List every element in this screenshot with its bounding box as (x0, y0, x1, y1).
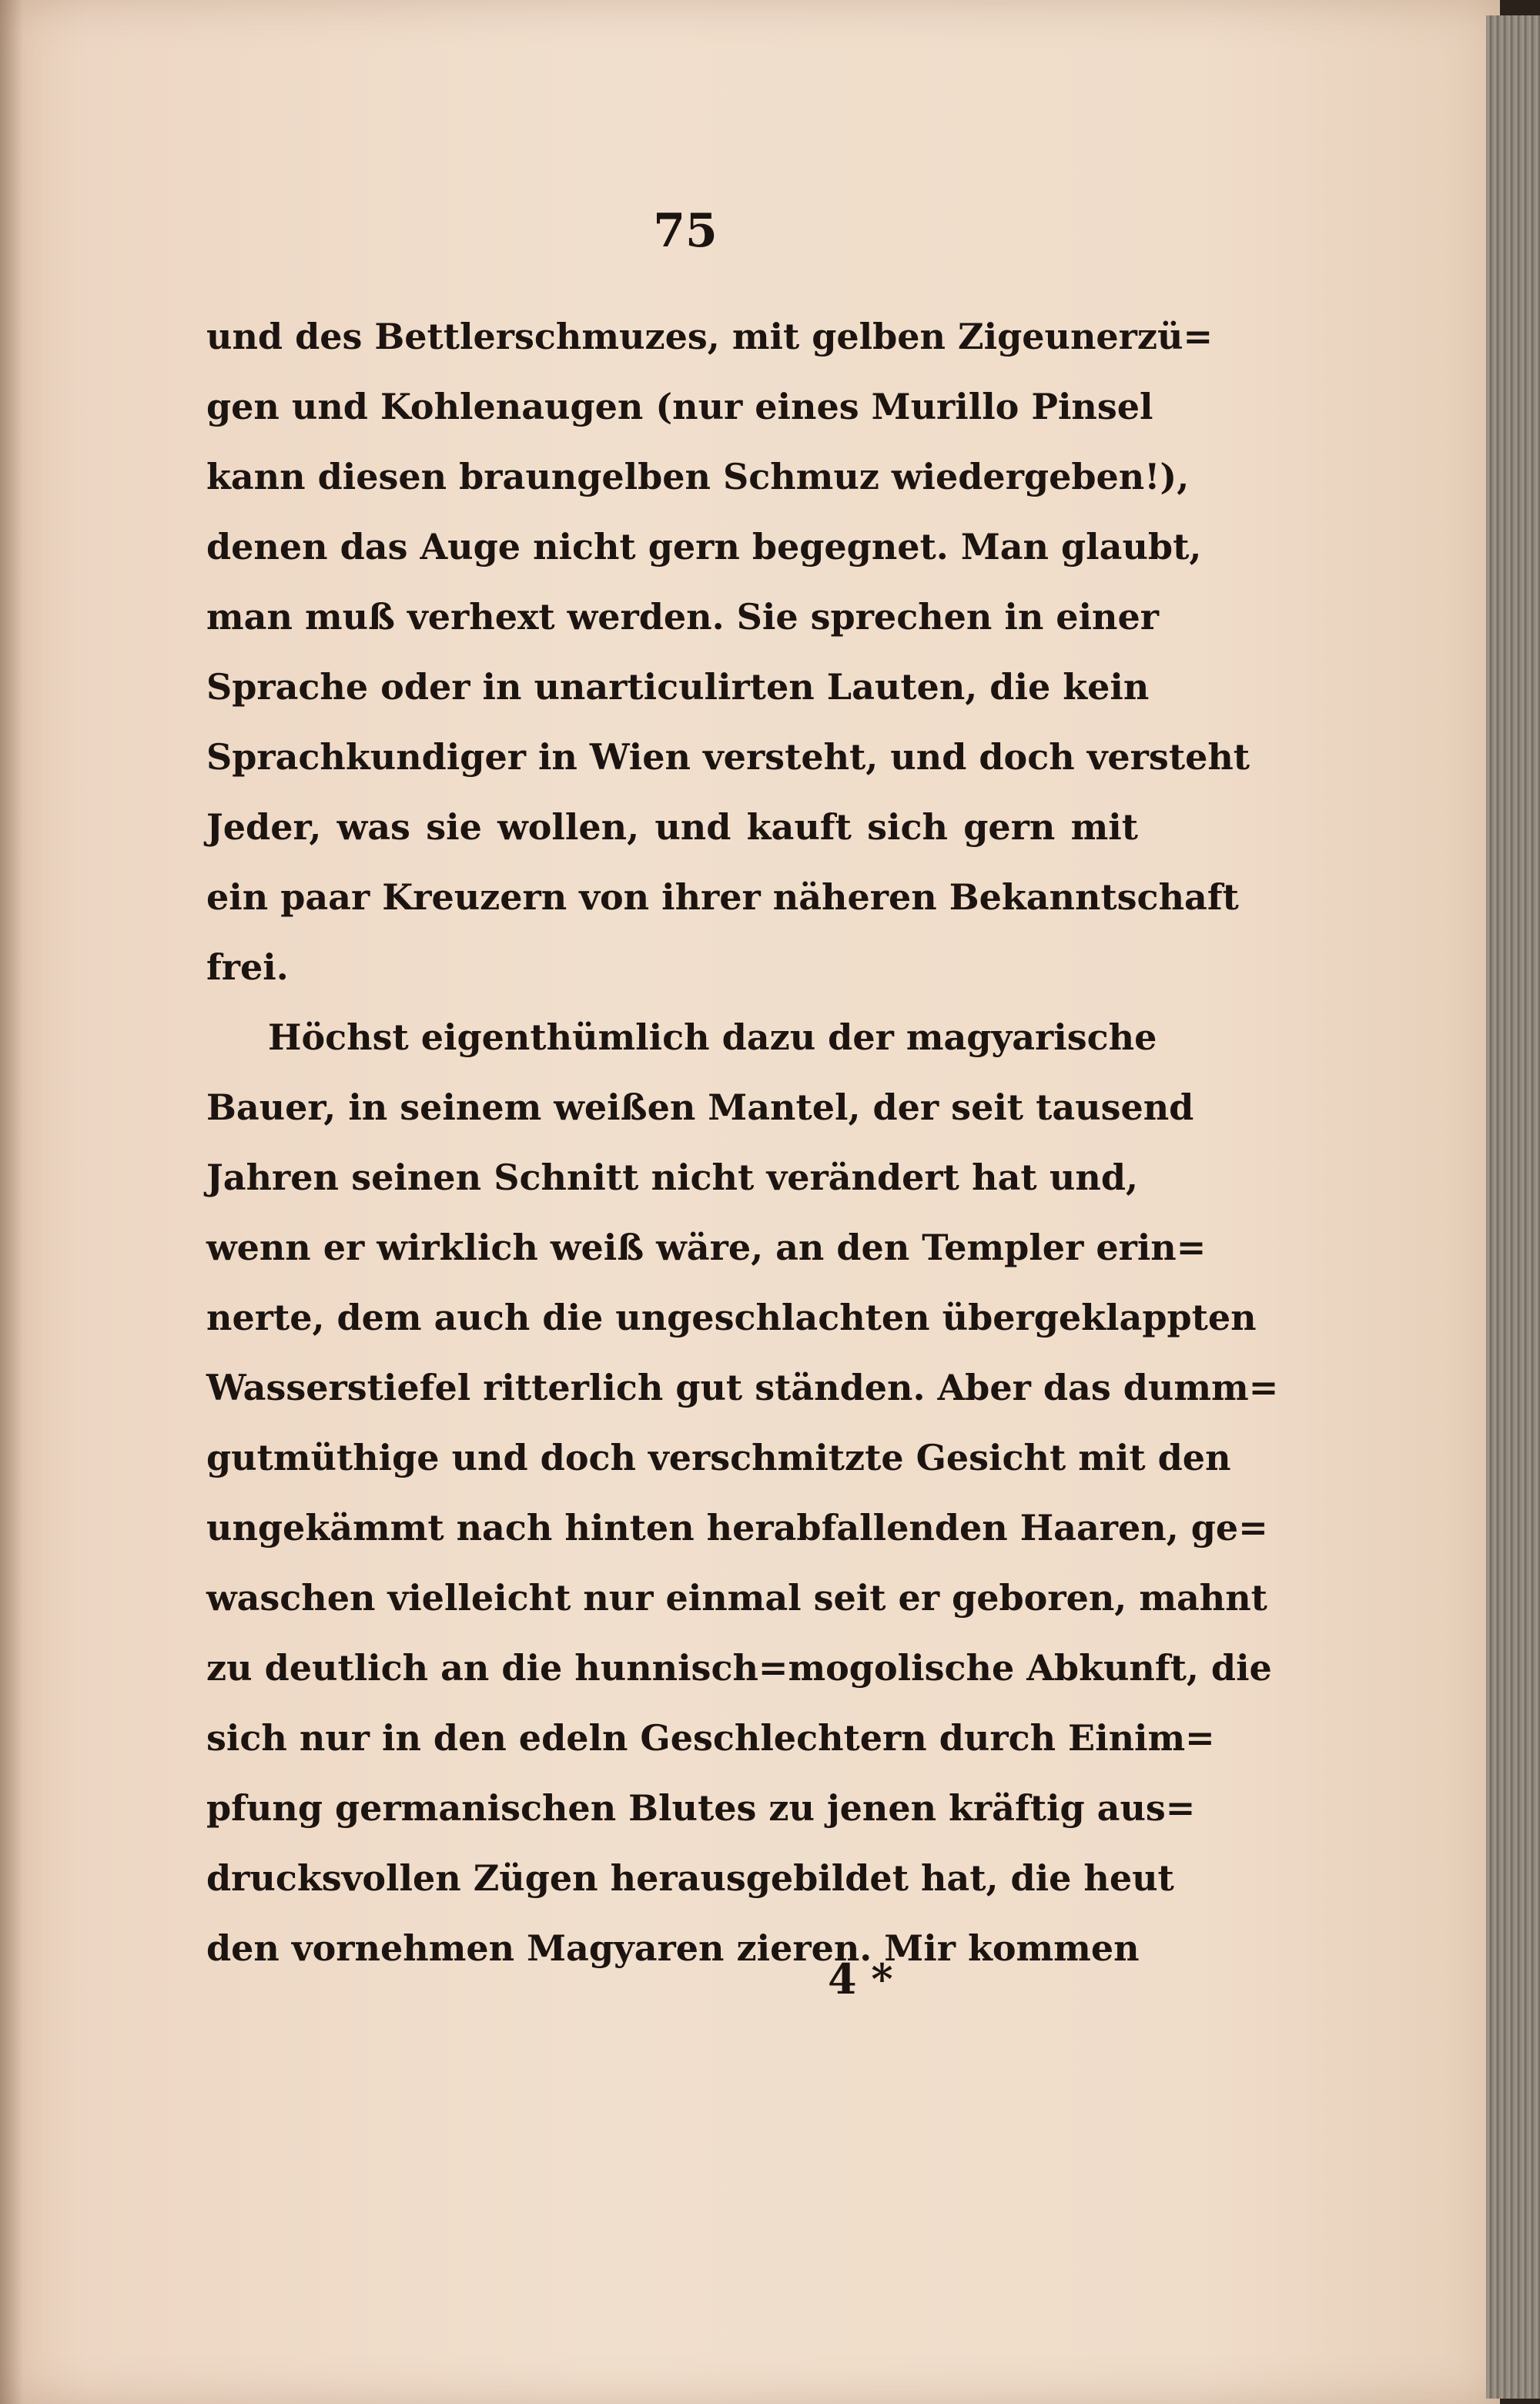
text-line: den vornehmen Magyaren zieren. Mir kommen (206, 1927, 1140, 1969)
text-line: Höchst eigenthümlich dazu der magyarische (268, 1016, 1157, 1058)
text-line: Jahren seinen Schnitt nicht verändert hat und, (206, 1157, 1138, 1198)
text-line: nerte, dem auch die ungeschlachten übergeklappten (206, 1297, 1257, 1338)
signature-mark: 4 * (828, 1954, 893, 2004)
text-line: gutmüthige und doch verschmitzte Gesicht mit den (206, 1437, 1231, 1478)
text-line: frei. (206, 946, 289, 988)
page-number: 75 (653, 204, 718, 258)
text-line: Bauer, in seinem weißen Mantel, der seit tausend (206, 1086, 1194, 1128)
text-line: pfung germanischen Blutes zu jenen kräftig aus= (206, 1787, 1196, 1829)
text-line: waschen vielleicht nur einmal seit er geboren, mahnt (206, 1577, 1267, 1619)
text-line: und des Bettlerschmuzes, mit gelben Zigeunerzü= (206, 316, 1214, 357)
text-line: ungekämmt nach hinten herabfallenden Haaren, ge= (206, 1507, 1268, 1549)
text-line: kann diesen braungelben Schmuz wiedergeben!), (206, 456, 1190, 497)
body-text (206, 302, 1279, 1984)
text-line: Sprachkundiger in Wien versteht, und doch versteht (206, 736, 1250, 778)
text-line: ein paar Kreuzern von ihrer näheren Bekanntschaft (206, 876, 1239, 918)
text-line: gen und Kohlenaugen (nur eines Murillo Pinsel (206, 386, 1153, 427)
text-line: drucksvollen Zügen herausgebildet hat, die heut (206, 1857, 1174, 1899)
text-line: wenn er wirklich weiß wäre, an den Templer erin= (206, 1227, 1207, 1268)
text-line: Sprache oder in unarticulirten Lauten, die kein (206, 666, 1150, 708)
page-edge-stack (1486, 15, 1540, 2399)
text-line: Wasserstiefel ritterlich gut ständen. Aber das dumm= (206, 1367, 1279, 1408)
text-line: denen das Auge nicht gern begegnet. Man glaubt, (206, 526, 1202, 568)
text-line: sich nur in den edeln Geschlechtern durch Einim= (206, 1717, 1215, 1759)
binding-shadow (0, 0, 23, 2404)
text-line: man muß verhext werden. Sie sprechen in einer (206, 596, 1159, 638)
text-line: zu deutlich an die hunnisch=mogolische Abkunft, die (206, 1647, 1272, 1689)
text-line: Jeder, was sie wollen, und kauft sich gern mit (206, 806, 1138, 848)
